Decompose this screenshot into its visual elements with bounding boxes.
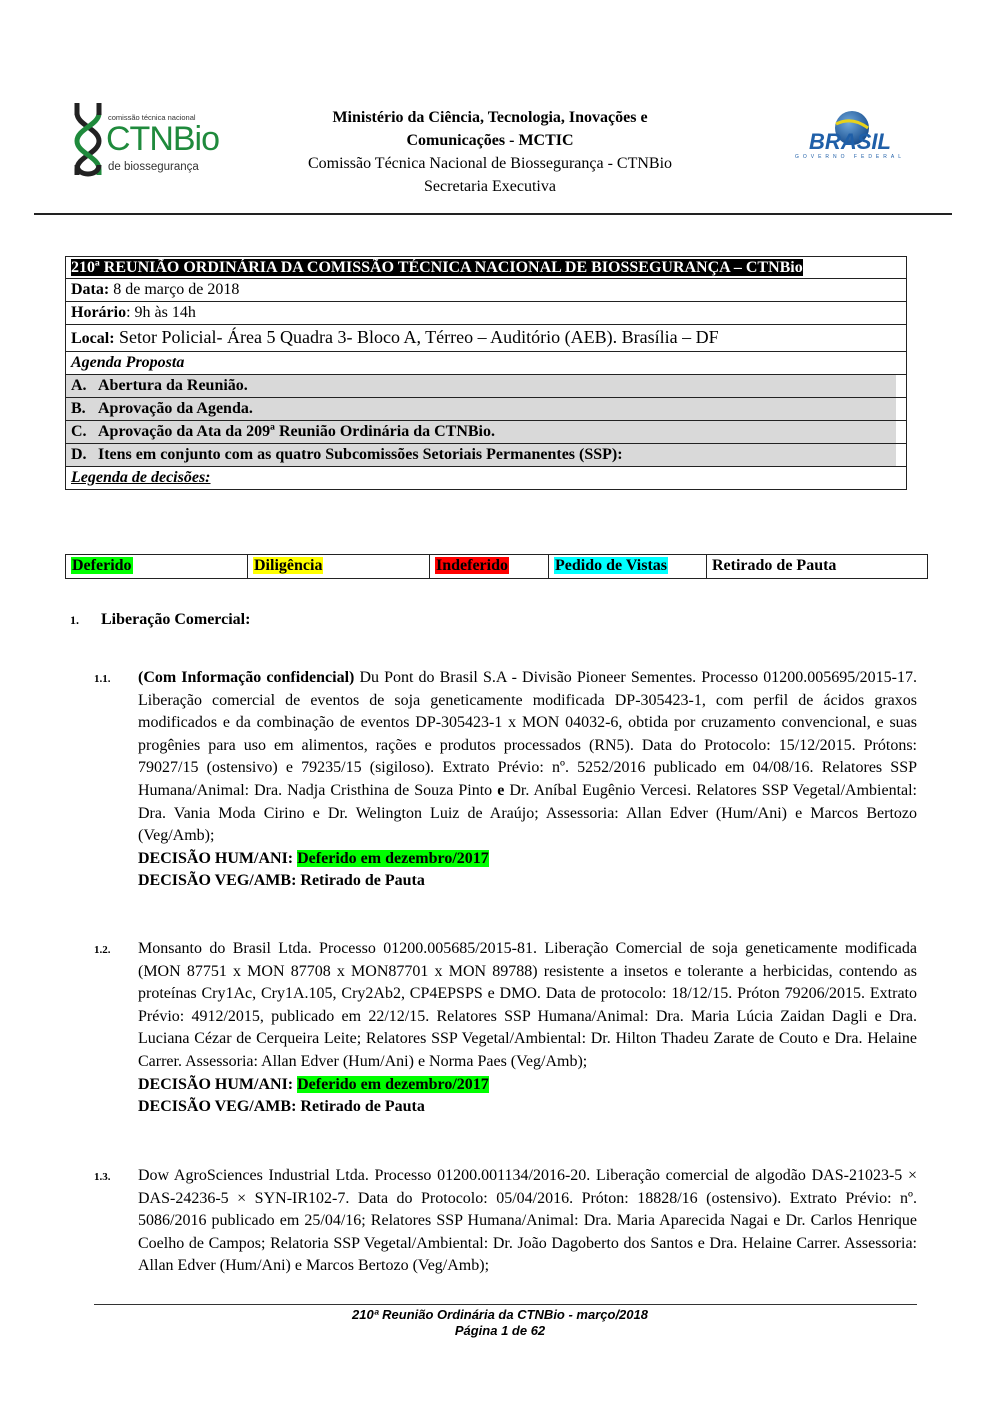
entry-text: Dr. Aníbal Eugênio Vercesi. Relatores SSP Vegetal/Ambiental: Dra. Vania Moda Cirino e Dr. Welington Luiz de Araújo; Assessoria: Allan Edver (Hum/Ani) e Marcos Bertozo (Veg/Amb); — [138, 781, 918, 845]
legend-label: Diligência — [254, 557, 323, 574]
agenda-letter: A. — [71, 377, 87, 394]
legend-retirado-de-pauta — [707, 555, 927, 578]
entry-number: 1.2. — [94, 944, 111, 956]
page-number: Página 1 de 62 — [454, 1323, 546, 1338]
decision-label: DECISÃO VEG/AMB: — [138, 872, 297, 890]
agenda-entry — [94, 667, 917, 893]
meeting-time-row — [66, 302, 906, 325]
entry-text: Monsanto do Brasil Ltda. Processo 01200.005685/2015-81. Liberação Comercial de soja geneticamente modificada (MON 87751 x MON 87708 x MON87701 x MON 89788) resistente a insetos e tolerante a herbicidas, contendo as proteínas Cry1Ac, Cry1A.105, Cry2Ab2, CP4EPSPS e DMO. Data de protocolo: 18/12/15. Próton 79206/2015. Extrato Prévio: 4912/2015, publicado em 22/12/15. Relatores SSP Humana/Animal: Dra. Maria Lúcia Zaidan Dagli e Dra. Luciana Cézar de Cerqueira Leite; Relatores SSP Vegetal/Ambiental: Dr. Hilton Thadeu Zarate de Couto e Dra. Helaine Carrer. Assessoria: Allan Edver (Hum/Ani) e Norma Paes (Veg/Amb); — [138, 940, 917, 1070]
agenda-letter: B. — [71, 400, 86, 417]
dna-helix-icon — [73, 103, 103, 181]
brasil-globe-icon — [780, 108, 920, 160]
meeting-title: 210ª REUNIÃO ORDINÁRIA DA COMISSÃO TÉCNICA NACIONAL DE BIOSSEGURANÇA – CTNBio — [71, 259, 803, 276]
ministry-line-2: Comunicações - MCTIC — [406, 132, 574, 149]
decision-status: Retirado de Pauta — [300, 1098, 425, 1116]
footer-divider — [94, 1304, 917, 1305]
ministry-line-1: Ministério da Ciência, Tecnologia, Inovações e — [332, 109, 648, 126]
logo-top-text: comissão técnica nacional — [108, 113, 196, 122]
time-value: : 9h às 14h — [126, 304, 196, 321]
legend-label: Retirado de Pauta — [712, 557, 837, 574]
decision-label: DECISÃO HUM/ANI: — [138, 1075, 294, 1093]
meeting-place-row — [66, 325, 906, 352]
agenda-item — [66, 398, 906, 421]
footer-meeting: 210ª Reunião Ordinária da CTNBio - março/2018 — [352, 1307, 648, 1322]
entry-text: Du Pont do Brasil S.A - Divisão Pioneer Sementes. Processo 01200.005695/2015-17. Liberação comercial de eventos de soja geneticamente modificada DP-305423-1, com perfil de ácidos graxos modificados e da combinação de eventos DP-305423-1 x MON 04032-6, obtida por cruzamento convencional, e suas progênies para uso em alimentos, rações e produtos processados (RN5). Data do Protocolo: 15/12/2015. Prótons: 79027/15 (ostensivo) e 79235/15 (sigiloso). Extrato Prévio: nº. 5252/2016 publicado em 04/08/16. Relatores SSP Humana/Animal: Dra. Nadja Cristhina de Souza Pinto — [138, 669, 918, 799]
decision-hum-ani — [138, 848, 917, 871]
agenda-item — [66, 421, 906, 444]
decision-label: DECISÃO VEG/AMB: — [138, 1098, 297, 1116]
commission-name: Comissão Técnica Nacional de Biossegurança - CTNBio — [307, 155, 673, 172]
decision-status: Deferido em dezembro/2017 — [297, 1075, 489, 1093]
agenda-text: Aprovação da Agenda. — [98, 400, 253, 417]
page-footer — [280, 1307, 720, 1339]
ctnbio-logo — [73, 103, 243, 181]
agenda-entry — [94, 1165, 917, 1278]
legend-pedido-de-vistas — [549, 555, 707, 578]
legend-label: Deferido — [72, 557, 132, 574]
decision-legend — [65, 554, 928, 579]
date-value: 8 de março de 2018 — [109, 281, 240, 298]
section-heading — [70, 611, 250, 629]
legend-deferido — [66, 555, 248, 578]
entry-number: 1.3. — [94, 1171, 111, 1183]
agenda-text: Itens em conjunto com as quatro Subcomissões Setoriais Permanentes (SSP): — [98, 446, 623, 463]
agenda-heading: Agenda Proposta — [66, 352, 906, 375]
decision-veg-amb — [138, 1096, 917, 1119]
agenda-letter: D. — [71, 446, 87, 463]
section-number: 1. — [70, 613, 79, 627]
legend-label: Indeferido — [436, 557, 508, 574]
entry-text-bold: e — [497, 781, 505, 799]
section-title: Liberação Comercial: — [101, 611, 251, 628]
date-label: Data: — [71, 281, 110, 298]
decision-status: Retirado de Pauta — [300, 872, 425, 890]
place-label: Local: — [71, 330, 115, 347]
logo-brand-text: CTNBio — [106, 120, 220, 158]
time-label: Horário — [71, 304, 127, 321]
agenda-item — [66, 375, 906, 398]
agenda-letter: C. — [71, 423, 87, 440]
svg-text:GOVERNO FEDERAL: GOVERNO FEDERAL — [794, 154, 906, 160]
meeting-info-table — [65, 256, 907, 490]
agenda-text: Aprovação da Ata da 209ª Reunião Ordinária da CTNBio. — [98, 423, 495, 440]
meeting-date-row — [66, 279, 906, 302]
decision-hum-ani — [138, 1074, 917, 1097]
entry-text: Dow AgroSciences Industrial Ltda. Processo 01200.001134/2016-20. Liberação comercial de algodão DAS-21023-5 × DAS-24236-5 × SYN-IR102-7. Data do Protocolo: 05/04/2016. Próton: 18828/16 (ostensivo). Extrato Prévio: nº. 5086/2016 publicado em 25/04/16; Relatores SSP Humana/Animal: Dra. Maria Aparecida Nagai e Dr. Carlos Henrique Coelho de Campos; Relatoria SSP Vegetal/Ambiental: Dr. João Dagoberto dos Santos e Dra. Helaine Carrer. Assessoria: Allan Edver (Hum/Ani) e Marcos Bertozo (Veg/Amb); — [138, 1167, 917, 1275]
svg-text:BRASIL: BRASIL — [809, 129, 891, 154]
legend-indeferido — [430, 555, 549, 578]
decision-veg-amb — [138, 870, 917, 893]
confidential-flag: (Com Informação confidencial) — [138, 669, 355, 686]
logo-bottom-text: de biossegurança — [108, 161, 199, 173]
entry-number: 1.1. — [94, 673, 111, 685]
header-divider — [34, 213, 952, 215]
place-value: Setor Policial- Área 5 Quadra 3- Bloco A, Térreo – Auditório (AEB). Brasília – DF — [114, 327, 719, 347]
legend-heading: Legenda de decisões: — [71, 469, 211, 486]
agenda-item — [66, 444, 906, 467]
meeting-title-row — [66, 257, 906, 279]
decision-label: DECISÃO HUM/ANI: — [138, 849, 294, 867]
brasil-government-logo — [780, 108, 920, 160]
secretariat-name: Secretaria Executiva — [424, 178, 556, 195]
document-header — [260, 106, 720, 198]
legend-diligencia — [248, 555, 430, 578]
decision-status: Deferido em dezembro/2017 — [297, 849, 489, 867]
legend-label: Pedido de Vistas — [555, 557, 668, 574]
agenda-text: Abertura da Reunião. — [98, 377, 248, 394]
agenda-entry — [94, 938, 917, 1119]
